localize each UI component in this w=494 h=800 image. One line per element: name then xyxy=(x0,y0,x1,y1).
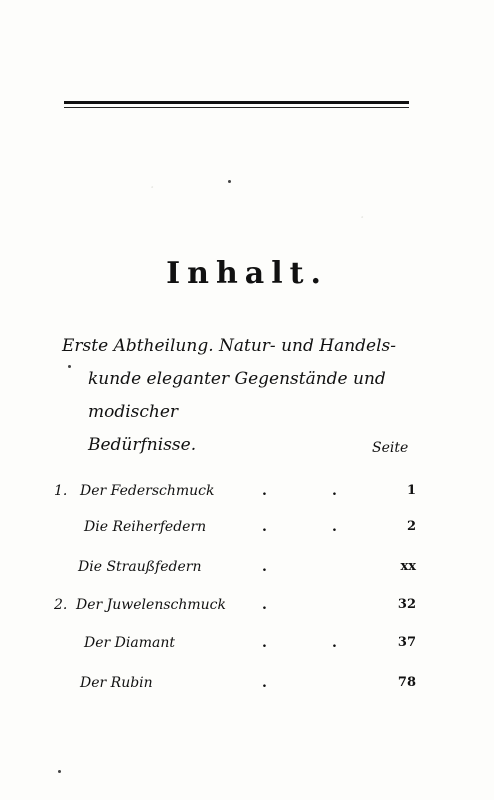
toc-entry-page: 37 xyxy=(397,635,416,650)
ink-speck xyxy=(58,770,61,773)
toc-entry-page: 32 xyxy=(397,597,416,612)
leader-dot: . xyxy=(332,635,337,651)
toc-entry xyxy=(62,672,422,694)
section-heading-line: kunde eleganter Gegenstände und modischer xyxy=(88,369,386,422)
leader-dot: . xyxy=(262,675,267,691)
header-rule xyxy=(64,101,409,104)
toc-entry xyxy=(54,594,422,616)
page-column-label: Seite xyxy=(372,440,409,456)
toc-entry xyxy=(62,516,422,538)
toc-entry-label: Der Juwelenschmuck xyxy=(76,597,226,613)
section-heading-line: Erste Abtheilung. Natur- und Handels- xyxy=(62,336,397,356)
header-rule-thin xyxy=(64,107,409,108)
leader-dot: . xyxy=(332,519,337,535)
section-heading-line: Bedürfnisse. xyxy=(88,435,197,455)
leader-dot: . xyxy=(262,635,267,651)
toc-entry-label: Der Federschmuck xyxy=(80,483,215,499)
leader-dot: . xyxy=(262,597,267,613)
leader-dot: . xyxy=(262,559,267,575)
toc-entry-label: Der Rubin xyxy=(80,675,153,691)
ink-speck xyxy=(68,365,71,368)
ink-speck xyxy=(228,180,231,183)
bleed-through-mark: · xyxy=(150,180,155,196)
bleed-through-mark: · xyxy=(360,210,365,226)
toc-entry xyxy=(62,556,422,578)
toc-entry-page: 2 xyxy=(406,519,416,534)
leader-dot: . xyxy=(262,519,267,535)
toc-entry-page: 78 xyxy=(397,675,416,690)
toc-entry xyxy=(62,632,422,654)
toc-entry-number: 2. xyxy=(54,597,68,613)
leader-dot: . xyxy=(262,483,267,499)
toc-entry-page: 1 xyxy=(406,483,416,498)
toc-entry-label: Der Diamant xyxy=(84,635,175,651)
toc-entry-label: Die Reiherfedern xyxy=(84,519,207,535)
leader-dot: . xyxy=(332,483,337,499)
toc-entry-label: Die Straußfedern xyxy=(78,559,202,575)
toc-entry-number: 1. xyxy=(54,483,68,499)
toc-entry-page: xx xyxy=(400,559,416,574)
toc-entry xyxy=(54,480,422,502)
page-title: Inhalt. xyxy=(166,256,328,291)
